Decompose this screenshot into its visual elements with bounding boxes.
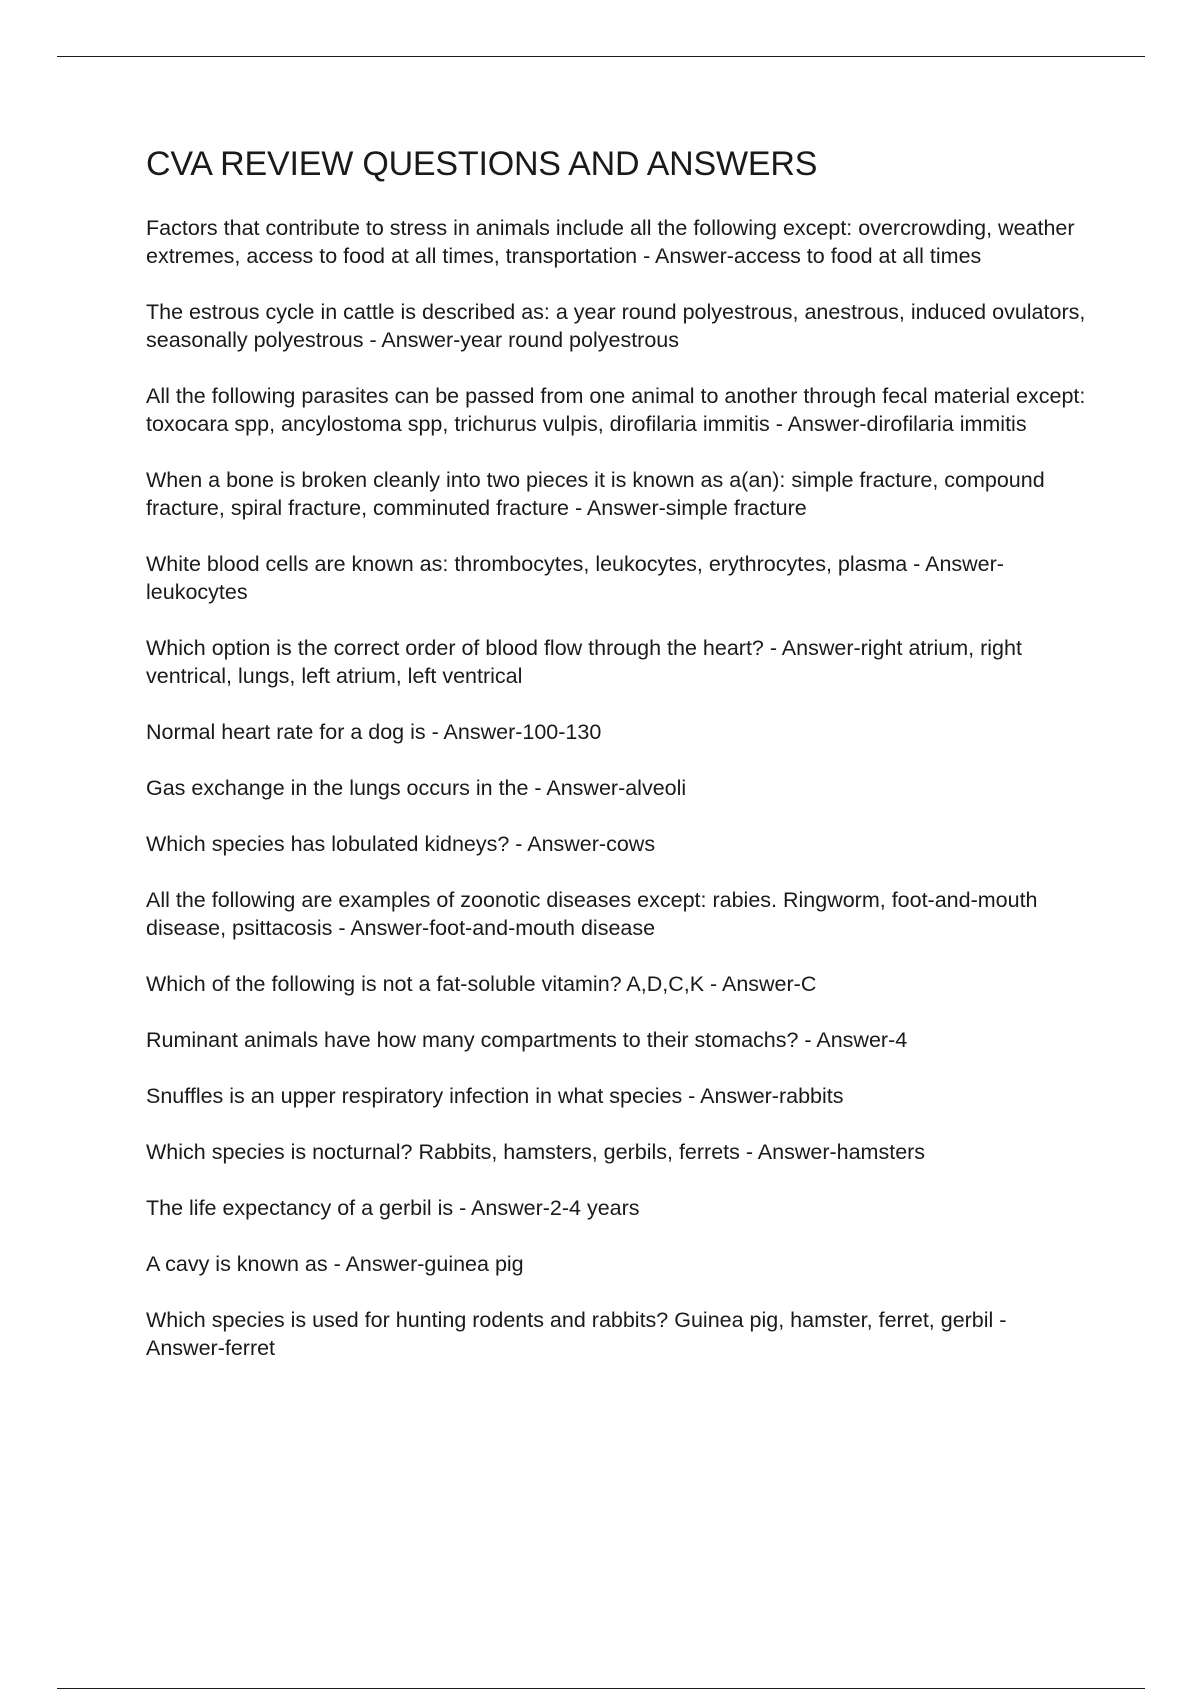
qa-item: The estrous cycle in cattle is described as: a year round polyestrous, anestrous, induced ovulators, seasonally polyestrous - Answer-year round polyestrous bbox=[146, 300, 1086, 352]
document-body bbox=[146, 144, 1086, 1390]
qa-item: Snuffles is an upper respiratory infection in what species - Answer-rabbits bbox=[146, 1084, 844, 1108]
qa-item: When a bone is broken cleanly into two pieces it is known as a(an): simple fracture, compound fracture, spiral fracture, comminuted fracture - Answer-simple fracture bbox=[146, 468, 1045, 520]
qa-item: Normal heart rate for a dog is - Answer-100-130 bbox=[146, 720, 602, 744]
qa-list bbox=[146, 214, 1086, 1362]
qa-item: Which option is the correct order of blood flow through the heart? - Answer-right atrium, right ventrical, lungs, left atrium, left ventrical bbox=[146, 636, 1022, 688]
qa-item: Which species is used for hunting rodents and rabbits? Guinea pig, hamster, ferret, gerbil - Answer-ferret bbox=[146, 1308, 1007, 1360]
top-divider bbox=[57, 56, 1145, 57]
qa-item: Ruminant animals have how many compartments to their stomachs? - Answer-4 bbox=[146, 1028, 908, 1052]
qa-item: White blood cells are known as: thrombocytes, leukocytes, erythrocytes, plasma - Answer-leukocytes bbox=[146, 552, 1004, 604]
page-title: CVA REVIEW QUESTIONS AND ANSWERS bbox=[146, 145, 818, 183]
qa-item: A cavy is known as - Answer-guinea pig bbox=[146, 1252, 524, 1276]
qa-item: Which species is nocturnal? Rabbits, hamsters, gerbils, ferrets - Answer-hamsters bbox=[146, 1140, 926, 1164]
qa-item: The life expectancy of a gerbil is - Answer-2-4 years bbox=[146, 1196, 640, 1220]
qa-item: Factors that contribute to stress in animals include all the following except: overcrowding, weather extremes, access to food at all times, transportation - Answer-access to food at all times bbox=[146, 216, 1075, 268]
qa-item: Which of the following is not a fat-soluble vitamin? A,D,C,K - Answer-C bbox=[146, 972, 817, 996]
bottom-divider bbox=[57, 1688, 1145, 1689]
qa-item: Which species has lobulated kidneys? - Answer-cows bbox=[146, 832, 656, 856]
qa-item: All the following parasites can be passed from one animal to another through fecal material except: toxocara spp, ancylostoma spp, trichurus vulpis, dirofilaria immitis - Answer-dirofilaria immitis bbox=[146, 384, 1086, 436]
qa-item: All the following are examples of zoonotic diseases except: rabies. Ringworm, foot-and-mouth disease, psittacosis - Answer-foot-and-mouth disease bbox=[146, 888, 1038, 940]
qa-item: Gas exchange in the lungs occurs in the - Answer-alveoli bbox=[146, 776, 687, 800]
